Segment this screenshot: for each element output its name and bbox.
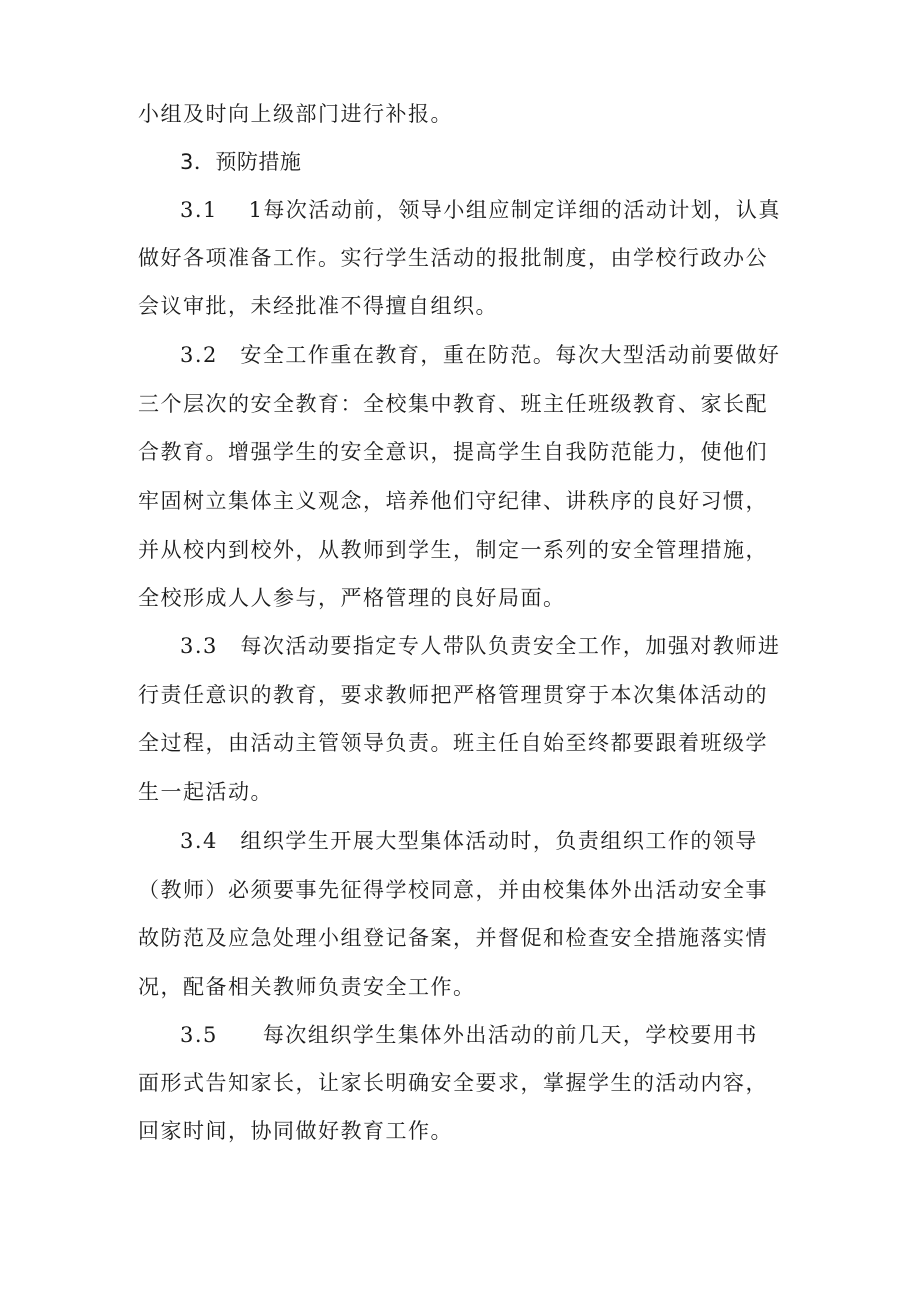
text-line: 合教育。增强学生的安全意识，提高学生自我防范能力，使他们	[138, 440, 768, 464]
text-line: 故防范及应急处理小组登记备案，并督促和检查安全措施落实情	[138, 926, 768, 950]
text-line: 全过程，由活动主管领导负责。班主任自始至终都要跟着班级学	[138, 731, 768, 755]
text-line: 会议审批，未经批准不得擅自组织。	[138, 294, 498, 318]
text-line: 3.1 1每次活动前，领导小组应制定详细的活动计划，认真	[180, 198, 781, 222]
text-line: 全校形成人人参与，严格管理的良好局面。	[138, 586, 566, 610]
text-line: 3.3 每次活动要指定专人带队负责安全工作，加强对教师进	[180, 634, 781, 658]
text-line: 小组及时向上级部门进行补报。	[138, 102, 453, 126]
text-line: 3.4 组织学生开展大型集体活动时，负责组织工作的领导	[180, 829, 758, 853]
text-line: （教师）必须要事先征得学校同意，并由校集体外出活动安全事	[138, 878, 768, 902]
text-line: 3.5 每次组织学生集体外出活动的前几天，学校要用书	[180, 1023, 758, 1047]
text-line: 面形式告知家长，让家长明确安全要求，掌握学生的活动内容，	[138, 1071, 768, 1095]
text-line: 牢固树立集体主义观念，培养他们守纪律、讲秩序的良好习惯，	[138, 489, 768, 513]
text-line: 行责任意识的教育，要求教师把严格管理贯穿于本次集体活动的	[138, 683, 768, 707]
text-line: 3.2 安全工作重在教育，重在防范。每次大型活动前要做好	[180, 343, 781, 367]
text-line: 生一起活动。	[138, 780, 273, 804]
text-line: 三个层次的安全教育：全校集中教育、班主任班级教育、家长配	[138, 392, 768, 416]
text-line: 况，配备相关教师负责安全工作。	[138, 975, 476, 999]
section-heading: 3．预防措施	[180, 150, 302, 174]
text-line: 并从校内到校外，从教师到学生，制定一系列的安全管理措施，	[138, 538, 768, 562]
text-line: 做好各项准备工作。实行学生活动的报批制度，由学校行政办公	[138, 246, 768, 270]
text-line: 回家时间，协同做好教育工作。	[138, 1119, 453, 1143]
